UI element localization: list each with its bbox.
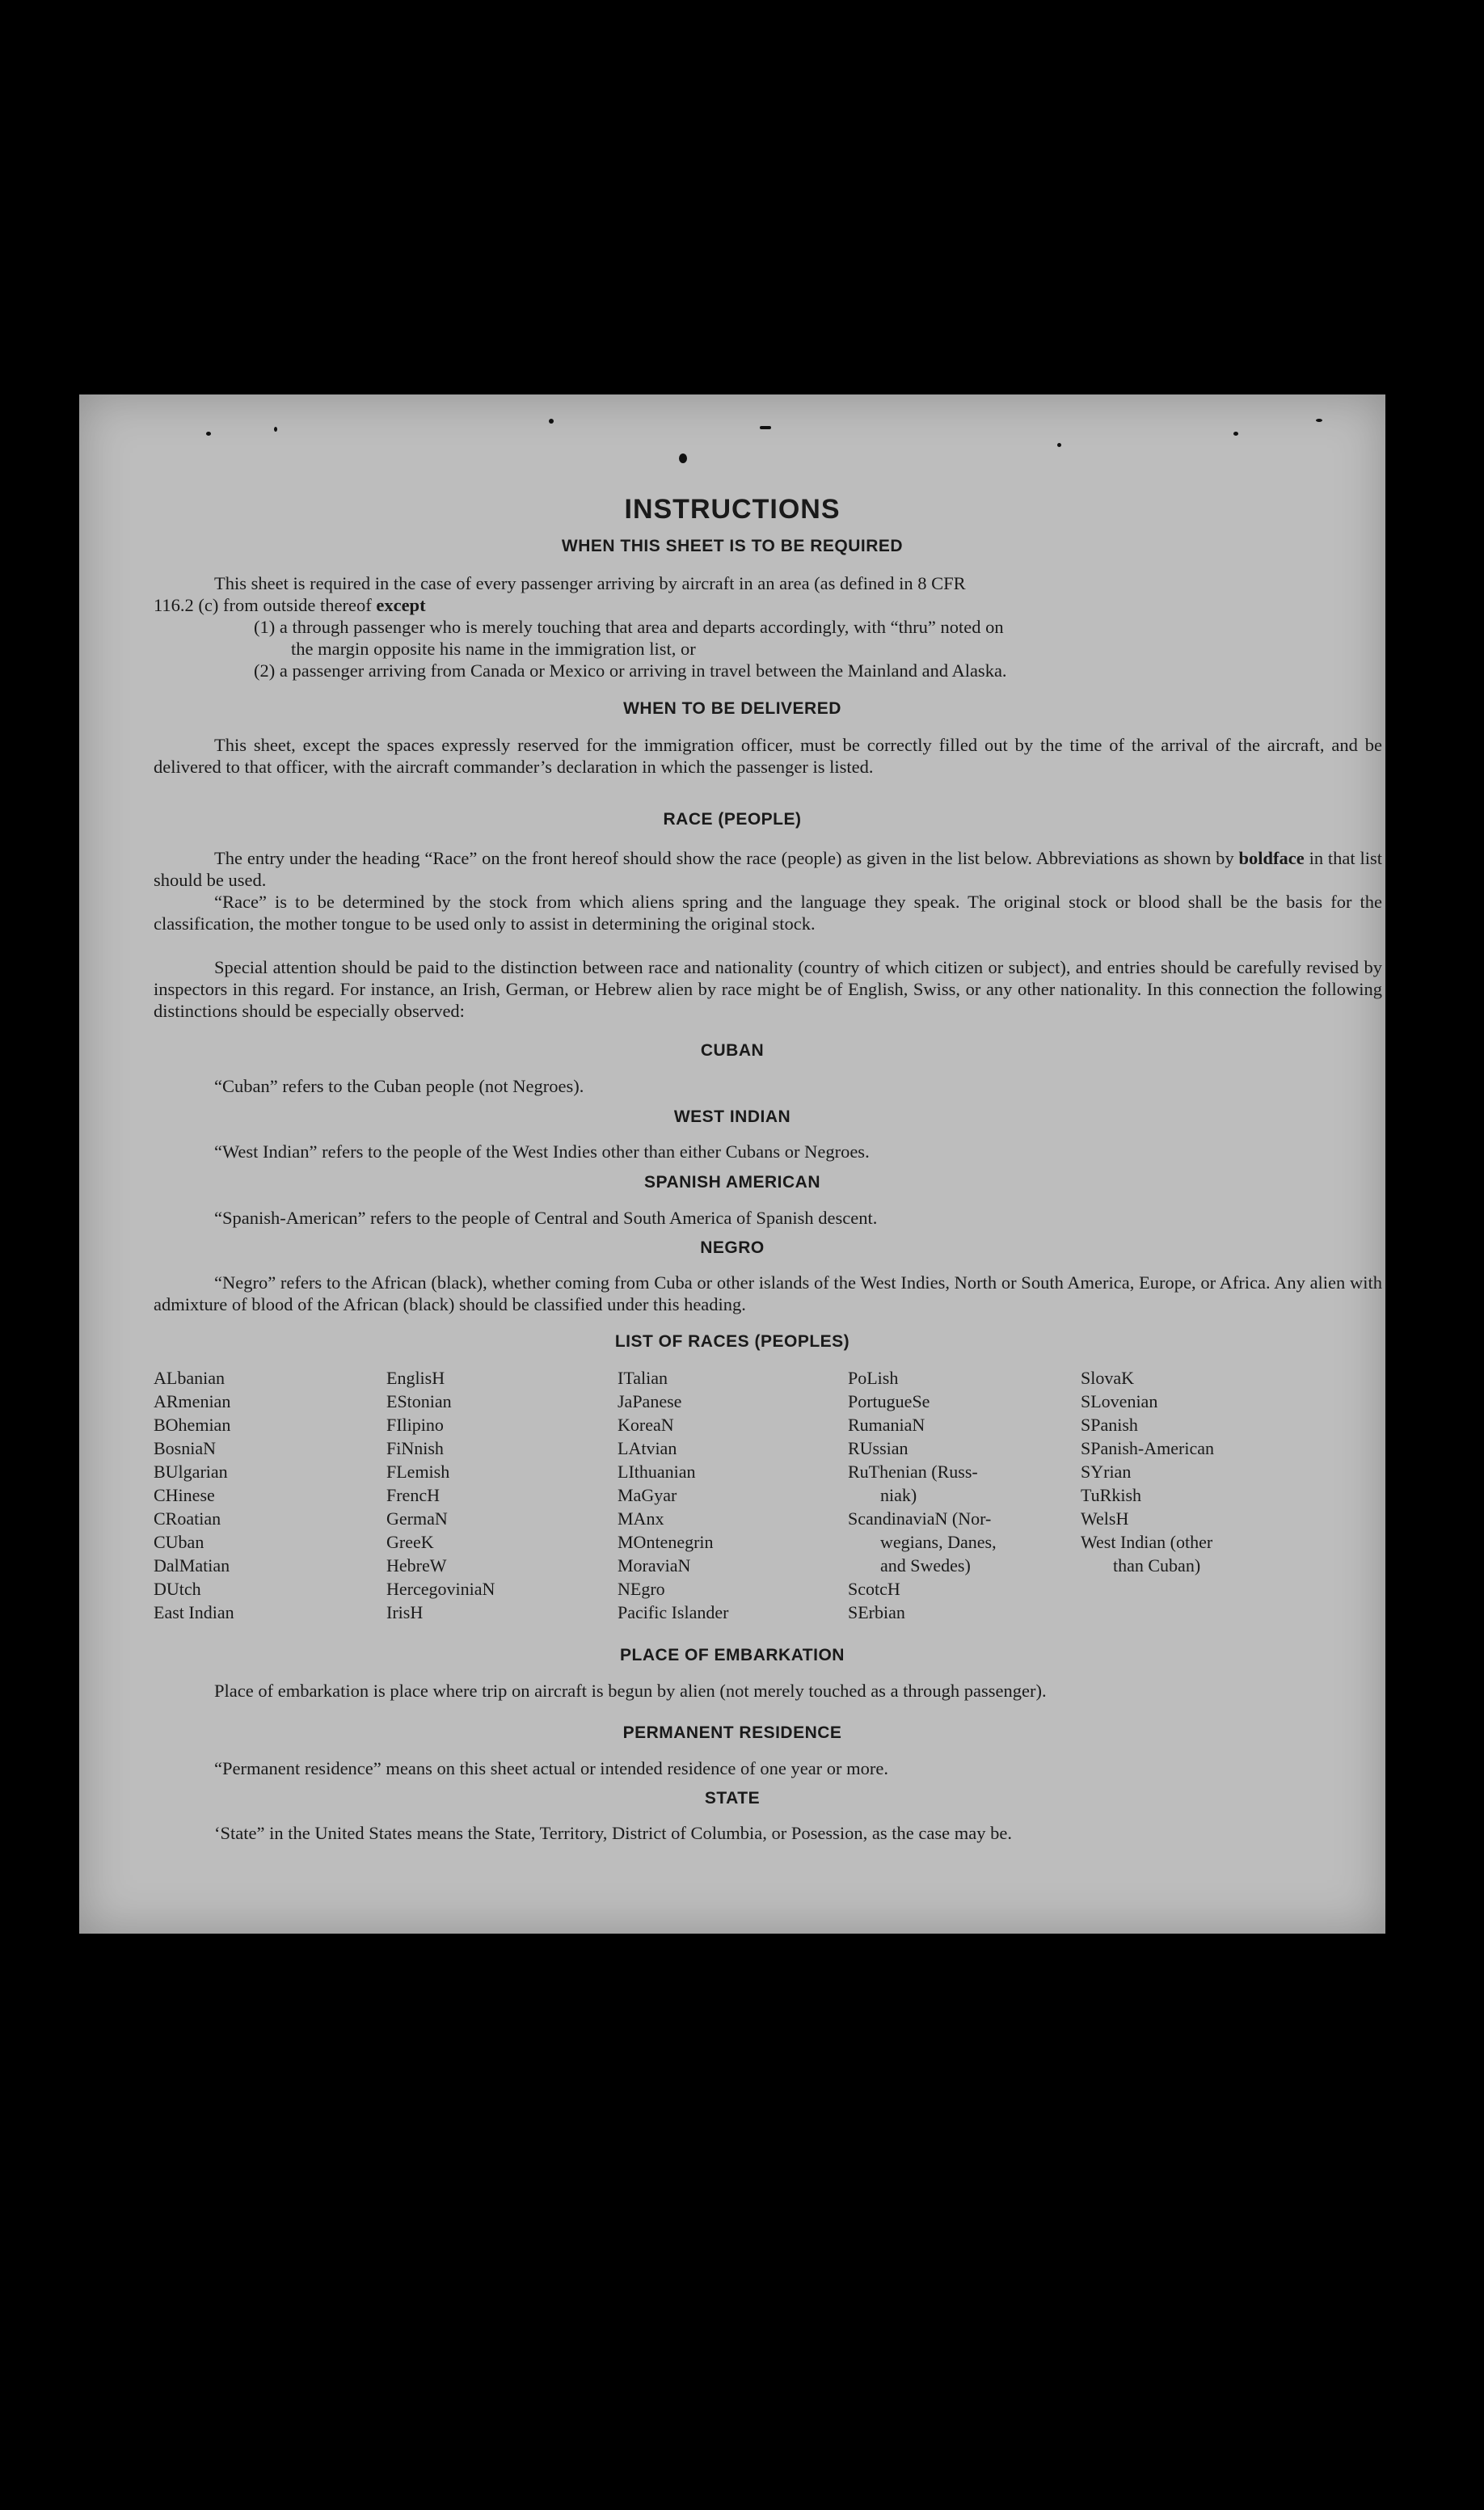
section-heading-race: RACE (PEOPLE) — [663, 810, 802, 829]
race-item: RumaniaN — [848, 1415, 925, 1435]
race-item: LIthuanian — [618, 1462, 696, 1482]
race-item: LAtvian — [618, 1438, 677, 1458]
race-item: SLovenian — [1081, 1391, 1158, 1411]
section-heading-required: WHEN THIS SHEET IS TO BE REQUIRED — [561, 537, 904, 555]
negro-paragraph: “Negro” refers to the African (black), whether coming from Cuba or other islands of the West Indies, North or South America, Europe, or Africa. Any alien with admixture of blood of the African (black) should be classified under this heading. — [154, 1272, 1382, 1314]
race-item: and Swedes) — [880, 1555, 971, 1576]
race-item: RuThenian (Russ- — [848, 1462, 978, 1482]
races-column-3 — [618, 1366, 728, 1624]
race-item: IrisH — [386, 1602, 424, 1622]
race-item: HercegoviniaN — [386, 1579, 495, 1599]
race-item: WelsH — [1081, 1508, 1129, 1529]
section-heading-west-indian: WEST INDIAN — [673, 1107, 791, 1126]
race-item: RUssian — [848, 1438, 909, 1458]
section-heading-negro: NEGRO — [700, 1238, 765, 1257]
race-item: FIlipino — [386, 1415, 444, 1435]
races-column-4 — [848, 1366, 997, 1624]
exception-item-1: (1) a through passenger who is merely touching that area and departs accordingly, with “thru” noted on — [254, 617, 1004, 637]
race-item: MoraviaN — [618, 1555, 691, 1576]
section-heading-races-list: LIST OF RACES (PEOPLES) — [614, 1332, 850, 1351]
state-paragraph: ‘State” in the United States means the State, Territory, District of Columbia, or Posession, as the case may be. — [214, 1823, 1012, 1843]
page-title: INSTRUCTIONS — [624, 494, 841, 525]
race-paragraph-1: The entry under the heading “Race” on the front hereof should show the race (people) as given in the list below. Abbreviations as shown by boldface in that list should be used. — [154, 848, 1383, 890]
races-column-1 — [154, 1366, 234, 1624]
exception-item-2: (2) a passenger arriving from Canada or Mexico or arriving in travel between the Mainland and Alaska. — [254, 660, 1007, 681]
delivered-paragraph: This sheet, except the spaces expressly reserved for the immigration officer, must be correctly filled out by the time of the arrival of the aircraft, and be delivered to that officer, with the aircraft commander’s declaration in which the passenger is listed. — [154, 735, 1382, 777]
race-item: PoLish — [848, 1368, 899, 1388]
section-heading-embarkation: PLACE OF EMBARKATION — [620, 1646, 845, 1664]
race-item: SYrian — [1081, 1462, 1132, 1482]
document-sheet — [79, 394, 1385, 1934]
race-item: NEgro — [618, 1579, 665, 1599]
spanish-american-paragraph: “Spanish-American” refers to the people of Central and South America of Spanish descent. — [214, 1208, 878, 1228]
race-item: ALbanian — [154, 1368, 225, 1388]
required-paragraph-line2: 116.2 (c) from outside thereof except — [154, 595, 426, 615]
except-bold: except — [376, 595, 426, 615]
race-item: EnglisH — [386, 1368, 445, 1388]
race-item: JaPanese — [618, 1391, 682, 1411]
race-item: FLemish — [386, 1462, 450, 1482]
race-item: MOntenegrin — [618, 1532, 714, 1552]
race-item: CRoatian — [154, 1508, 221, 1529]
exception-item-1-cont: the margin opposite his name in the immigration list, or — [291, 639, 696, 659]
race-item: DUtch — [154, 1579, 201, 1599]
race-item: HebreW — [386, 1555, 447, 1576]
race-item: than Cuban) — [1113, 1555, 1201, 1576]
race-item: West Indian (other — [1081, 1532, 1213, 1552]
race-item: MAnx — [618, 1508, 664, 1529]
race-item: East Indian — [154, 1602, 234, 1622]
race-paragraph-3: Special attention should be paid to the distinction between race and nationality (country of which citizen or subject), and entries should be carefully revised by inspectors in this regard. For instance, an Irish, German, or Hebrew alien by race might be of English, Swiss, or any other nationality. In this connection the following distinctions should be especially observed: — [154, 957, 1382, 1021]
race-item: wegians, Danes, — [880, 1532, 997, 1552]
race-item: ScotcH — [848, 1579, 900, 1599]
race-item: CUban — [154, 1532, 204, 1552]
race-item: KoreaN — [618, 1415, 674, 1435]
cuban-paragraph: “Cuban” refers to the Cuban people (not Negroes). — [214, 1076, 584, 1096]
west-indian-paragraph: “West Indian” refers to the people of the West Indies other than either Cubans or Negroes. — [214, 1141, 870, 1162]
race-item: GreeK — [386, 1532, 434, 1552]
race-item: GermaN — [386, 1508, 448, 1529]
races-column-2 — [386, 1366, 495, 1624]
race-item: BOhemian — [154, 1415, 231, 1435]
race-item: CHinese — [154, 1485, 215, 1505]
races-column-5 — [1081, 1366, 1214, 1577]
race-item: EStonian — [386, 1391, 452, 1411]
race-item: SPanish — [1081, 1415, 1138, 1435]
section-heading-delivered: WHEN TO BE DELIVERED — [623, 699, 841, 718]
race-item: FiNnish — [386, 1438, 444, 1458]
race-item: BUlgarian — [154, 1462, 228, 1482]
race-item: niak) — [880, 1485, 917, 1505]
race-item: BosniaN — [154, 1438, 216, 1458]
race-item: DalMatian — [154, 1555, 230, 1576]
race-item: ScandinaviaN (Nor- — [848, 1508, 992, 1529]
race-item: SlovaK — [1081, 1368, 1134, 1388]
section-heading-residence: PERMANENT RESIDENCE — [622, 1723, 842, 1742]
race-item: SErbian — [848, 1602, 905, 1622]
race-item: ARmenian — [154, 1391, 231, 1411]
residence-paragraph: “Permanent residence” means on this sheet actual or intended residence of one year or more. — [214, 1758, 889, 1778]
race-item: ITalian — [618, 1368, 668, 1388]
race-item: SPanish-American — [1081, 1438, 1214, 1458]
race-paragraph-2: “Race” is to be determined by the stock from which aliens spring and the language they speak. The original stock or blood shall be the basis for the classification, the mother tongue to be used only to assist in determining the original stock. — [154, 892, 1382, 934]
section-heading-cuban: CUBAN — [700, 1041, 765, 1060]
section-heading-state: STATE — [704, 1789, 761, 1808]
embarkation-paragraph: Place of embarkation is place where trip on aircraft is begun by alien (not merely touched as a through passenger). — [214, 1681, 1047, 1701]
race-item: Pacific Islander — [618, 1602, 729, 1622]
required-paragraph-line1: This sheet is required in the case of every passenger arriving by aircraft in an area (as defined in 8 CFR — [214, 573, 966, 593]
race-item: PortugueSe — [848, 1391, 930, 1411]
race-item: MaGyar — [618, 1485, 677, 1505]
race-item: FrencH — [386, 1485, 440, 1505]
race-item: TuRkish — [1081, 1485, 1142, 1505]
section-heading-spanish-american: SPANISH AMERICAN — [643, 1173, 820, 1192]
